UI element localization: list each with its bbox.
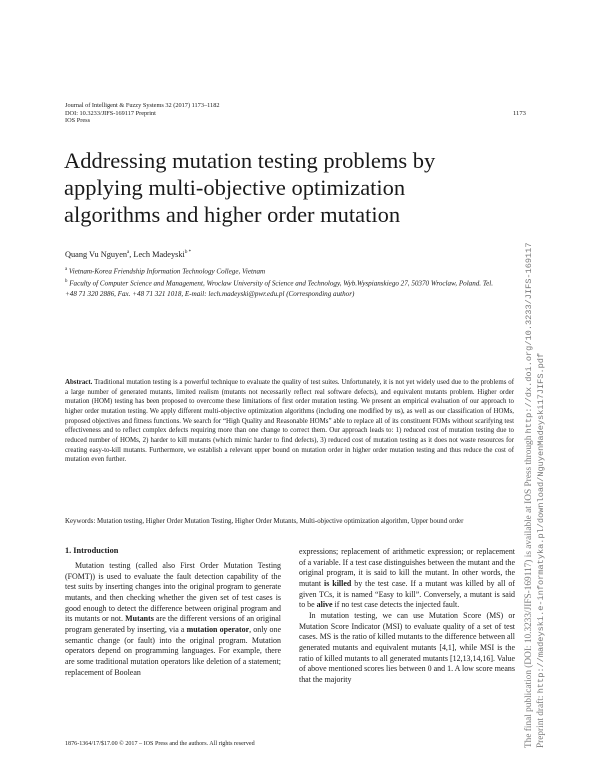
affiliation-a: $^a$ Vietnam-Korea Friendship Information Technology College, Vietnam xyxy=(65,267,266,276)
preprint-link[interactable]: http://madeyski.e-informatyka.pl/download/NguyenMadeyski17JIFS.pdf xyxy=(535,352,546,694)
abstract-label: Abstract. xyxy=(65,379,93,386)
page-number: 1173 xyxy=(513,110,526,117)
journal-citation: Journal of Intelligent & Fuzzy Systems 32 (2017) 1173–1182 xyxy=(65,102,220,109)
abstract xyxy=(65,378,514,465)
doi-link[interactable]: http://dx.doi.org/10.3233/JIFS-169117 xyxy=(524,242,534,434)
keywords: Keywords: Mutation testing, Higher Order Mutation Testing, Higher Order Mutants, Multi-objective optimization algorithm, Upper bound order xyxy=(65,518,464,525)
journal-publisher: IOS Press xyxy=(65,117,91,125)
paragraph: In mutation testing, we can use Mutation Score (MS) or Mutation Score Indicator (MSI) to evaluate quality of a set of test cases. MS is the ratio of killed mutants to the difference between all generated mutants and equivalent mutants [4,1], while MSI is the ratio of killed mutants to all generated mutants [12,13,14,16]. Value of above mentioned scores lies between 0 and 1. A low score means that the majority xyxy=(299,610,515,684)
affiliation-b: $^b$ Faculty of Computer Science and Management, Wroclaw University of Science and Technology, Wyb.Wyspianskiego 27, 50370 Wroclaw, Poland. Tel. +48 71 320 2886, Fax. +48 71 321 1018, E-mail: lech.madeyski@pwr.edu.pl (Corresponding author) xyxy=(65,278,494,298)
body-column-left xyxy=(65,561,281,678)
affiliations xyxy=(65,265,495,299)
body-column-right xyxy=(299,547,515,686)
author-affiliation-marker: b * xyxy=(184,250,192,256)
author-list xyxy=(65,250,191,259)
paragraph: expressions; replacement of arithmetic expression; or replacement of a variable. If a test case distinguishes between the mutant and the original program, it is said to kill the mutant. In other words, the mutant is killed by the test case. If a mutant was killed by all of given TCs, it is named “Easy to kill”. Conversely, a mutant is said to be alive if no test case detects the injected fault. xyxy=(299,547,516,610)
author-name: Lech Madeyski xyxy=(133,250,185,259)
section-heading: 1. Introduction xyxy=(65,546,119,555)
journal-header xyxy=(65,102,220,125)
author-separator: , xyxy=(129,250,134,259)
paper-title: Addressing mutation testing problems by applying multi-objective optimization algorithms and higher order mutation xyxy=(64,148,436,227)
journal-doi: DOI: 10.3233/JIFS-169117 Preprint xyxy=(65,109,156,117)
final-publication-note: The final publication (DOI: 10.3233/JIFS-169117) is available at IOS Press through http://dx.doi.org/10.3233/JIFS-169117 xyxy=(524,242,534,748)
author-affiliation-marker: a xyxy=(127,250,130,256)
copyright-footer: 1876-1364/17/$17.00 © 2017 – IOS Press and the authors. All rights reserved xyxy=(65,741,255,747)
abstract-text: Traditional mutation testing is a powerful technique to evaluate the quality of test suites. Unfortunately, it is not yet widely used due to the problems of a large number of generated mutants, limited realism (mutants not necessarily reflect real software defects), and equivalent mutants problem. Higher order mutation (HOM) testing has been proposed to overcome these limitations of first order mutation testing. We present an empirical evaluation of our approach to higher order mutation testing. We apply different multi-objective optimization algorithms (including one modified by us), as well as our classification of HOMs, proposed objectives and fitness functions. We search for “High Quality and Reasonable HOMs” able to replace all of its constituent FOMs without scarifying test effectiveness and to reflect complex defects requiring more than one change to correct them. Our approach leads to: 1) reduced cost of mutation testing due to reduced number of HOMs, 2) harder to kill mutants (which mimic harder to find defects), 3) reduced cost of mutation testing as it does not waste resources for creating easy-to-kill mutants. Furthermore, we establish a relevant upper bound on mutation order in higher order mutation testing and thus reduce the cost of mutation even further. xyxy=(65,379,514,464)
publication-sidebar xyxy=(524,68,586,748)
preprint-note: Preprint draft: http://madeyski.e-informatyka.pl/download/NguyenMadeyski17JIFS.pdf xyxy=(535,352,546,748)
paragraph: Mutation testing (called also First Order Mutation Testing (FOMT)) is used to evaluate the fault detection capability of the test suits by inserting changes into the original program to generate mutants, and then checking whether the given set of test cases is good enough to detect the difference between original program and its mutants or not. Mutants are the different versions of an original program generated by inserting, via a mutation operator, only one semantic change (or fault) into the original program. Mutation operators depend on programming languages. For example, there are some traditional mutation operators like deletion of a statement; replacement of Boolean xyxy=(65,561,282,677)
author-name: Quang Vu Nguyen xyxy=(65,250,128,259)
